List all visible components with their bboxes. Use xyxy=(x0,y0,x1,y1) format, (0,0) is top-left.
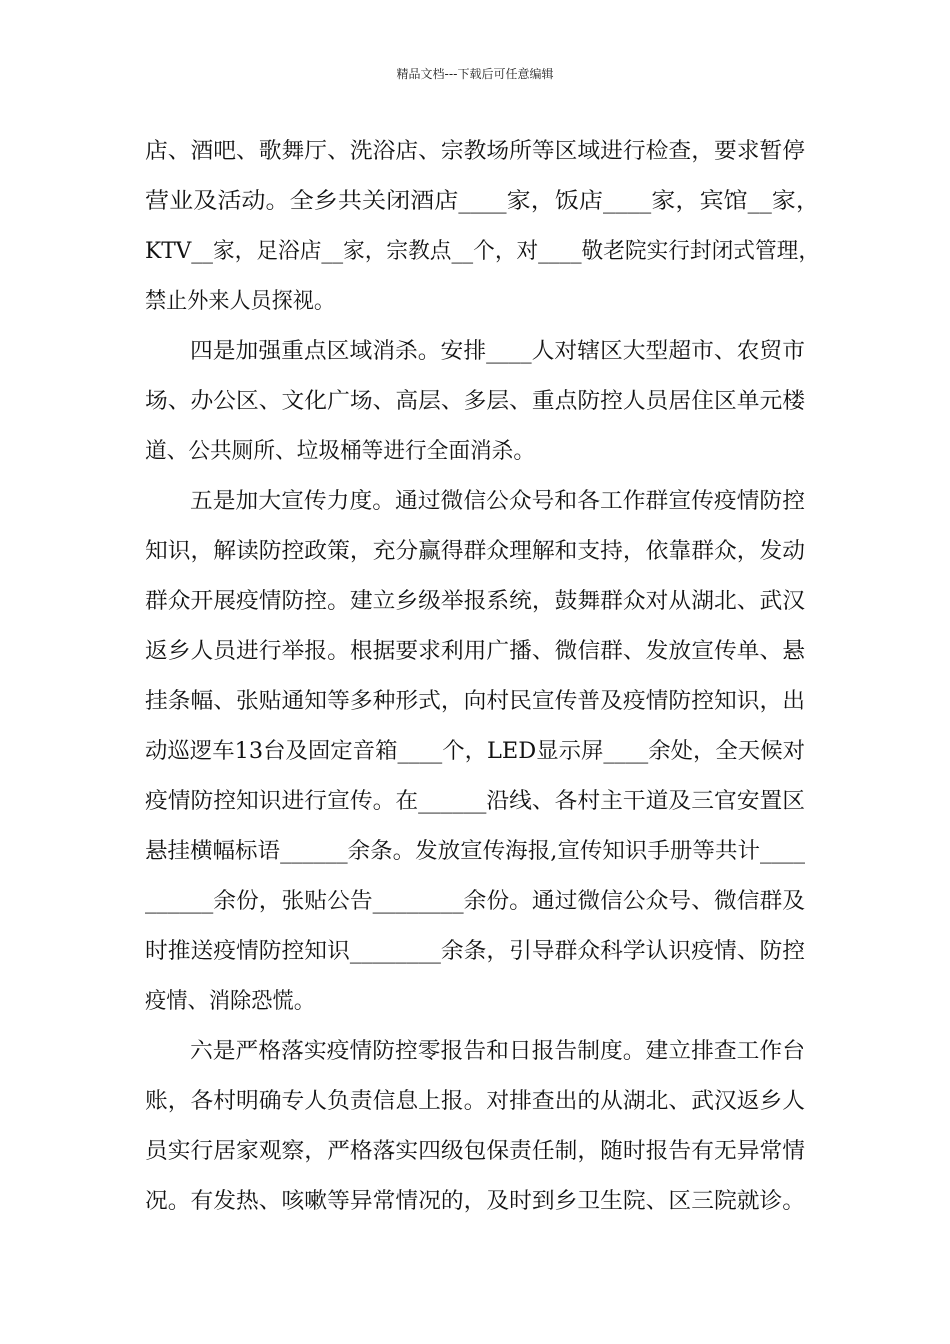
text-line xyxy=(145,236,820,268)
text-line xyxy=(145,1136,805,1168)
text-line xyxy=(145,686,805,718)
text-line-content: 疫情、消除恐慌。 xyxy=(145,989,315,1014)
text-line xyxy=(145,786,805,818)
text-line-content: 疫情防控知识进行宣传。在______沿线、各村主干道及三官安置区 xyxy=(145,789,805,814)
text-line-content: 禁止外来人员探视。 xyxy=(145,289,335,314)
text-line-content: 返乡人员进行举报。根据要求利用广播、微信群、发放宣传单、悬 xyxy=(145,639,805,664)
text-line-content: 知识，解读防控政策，充分赢得群众理解和支持，依靠群众，发动 xyxy=(145,539,805,564)
text-line xyxy=(145,436,535,468)
text-line-content: 道、公共厕所、垃圾桶等进行全面消杀。 xyxy=(145,439,535,464)
text-line-content: 四是加强重点区域消杀。安排____人对辖区大型超市、农贸市 xyxy=(190,339,805,364)
text-line xyxy=(145,1186,805,1218)
text-line xyxy=(145,836,805,868)
text-line-content: 六是严格落实疫情防控零报告和日报告制度。建立排查工作台 xyxy=(190,1039,805,1064)
text-line xyxy=(145,186,820,218)
text-line-content: 场、办公区、文化广场、高层、多层、重点防控人员居住区单元楼 xyxy=(145,389,805,414)
text-line xyxy=(190,1036,805,1068)
text-line xyxy=(145,536,805,568)
page-header: 精品文档---下载后可任意编辑 xyxy=(396,67,554,81)
text-line xyxy=(145,136,805,168)
text-line xyxy=(145,886,805,918)
text-line-content: 五是加大宣传力度。通过微信公众号和各工作群宣传疫情防控 xyxy=(190,489,805,514)
text-line-content: ______余份，张贴公告________余份。通过微信公众号、微信群及 xyxy=(145,889,805,914)
text-line-content: 动巡逻车13台及固定音箱____个，LED显示屏____余处，全天候对 xyxy=(145,739,805,764)
text-line-content: 挂条幅、张贴通知等多种形式，向村民宣传普及疫情防控知识，出 xyxy=(145,689,805,714)
text-line-content: 时推送疫情防控知识________余条，引导群众科学认识疫情、防控 xyxy=(145,939,805,964)
text-line xyxy=(190,486,805,518)
text-line xyxy=(145,1086,805,1118)
text-line-content: 况。有发热、咳嗽等异常情况的，及时到乡卫生院、区三院就诊。 xyxy=(145,1189,805,1214)
text-line-content: KTV__家，足浴店__家，宗教点__个，对____敬老院实行封闭式管理， xyxy=(145,239,820,264)
text-line xyxy=(145,636,805,668)
text-line xyxy=(145,286,335,318)
text-line xyxy=(145,736,805,768)
text-line-content: 悬挂横幅标语______余条。发放宣传海报,宣传知识手册等共计____ xyxy=(145,839,805,864)
text-line xyxy=(145,386,805,418)
text-line xyxy=(145,586,805,618)
text-line-content: 营业及活动。全乡共关闭酒店____家，饭店____家，宾馆__家， xyxy=(145,189,820,214)
text-line-content: 群众开展疫情防控。建立乡级举报系统，鼓舞群众对从湖北、武汉 xyxy=(145,589,805,614)
text-line-content: 员实行居家观察，严格落实四级包保责任制，随时报告有无异常情 xyxy=(145,1139,805,1164)
text-line-content: 账，各村明确专人负责信息上报。对排查出的从湖北、武汉返乡人 xyxy=(145,1089,805,1114)
text-line xyxy=(145,936,805,968)
text-line xyxy=(190,336,805,368)
text-line-content: 店、酒吧、歌舞厅、洗浴店、宗教场所等区域进行检查，要求暂停 xyxy=(145,139,805,164)
text-line xyxy=(145,986,315,1018)
